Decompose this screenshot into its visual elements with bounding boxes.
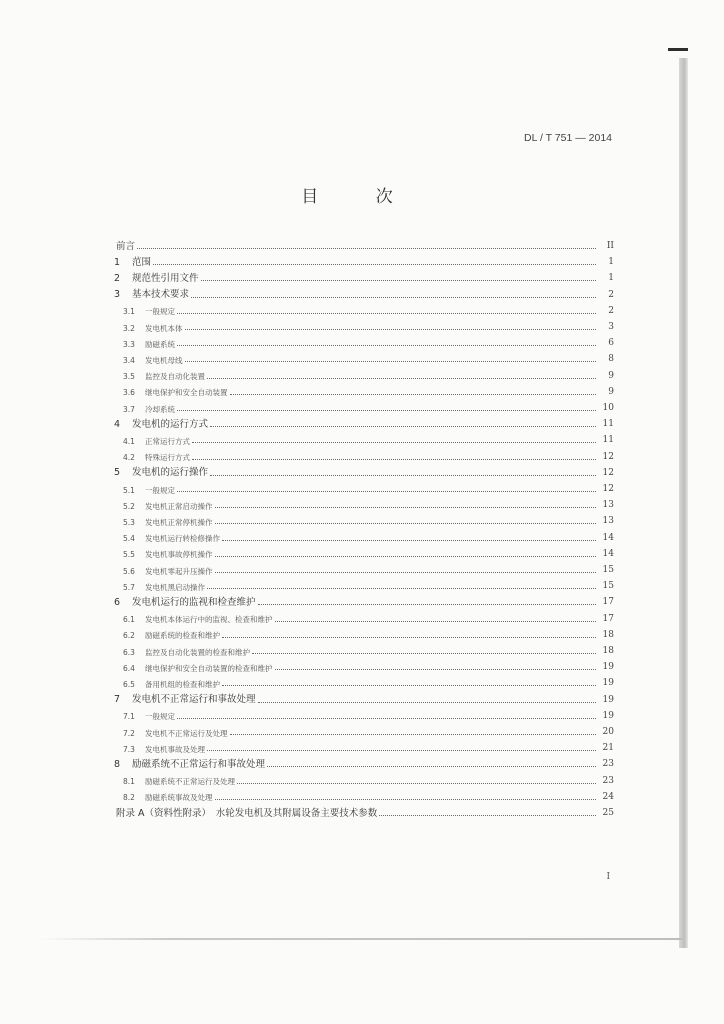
toc-entry-number: 5.1 xyxy=(123,485,135,495)
toc-entry-number: 4 xyxy=(114,418,121,430)
toc-entry-number: 7.1 xyxy=(123,712,135,722)
toc-entry-title: 励磁系统的检查和维护 xyxy=(145,631,220,641)
toc-entry-number: 3.4 xyxy=(123,355,135,365)
toc-dot-leader xyxy=(177,312,596,314)
toc-dot-leader xyxy=(215,555,597,557)
toc-entry-title: 规范性引用文件 xyxy=(132,272,199,284)
toc-entry-title: 发电机母线 xyxy=(145,355,183,365)
toc-entry-page: 13 xyxy=(602,500,614,511)
toc-entry xyxy=(114,754,614,769)
toc-entry xyxy=(114,366,614,381)
toc-entry xyxy=(114,447,614,462)
toc-entry xyxy=(114,738,614,753)
toc-entry-number: 3.2 xyxy=(123,323,135,333)
toc-entry-page: 17 xyxy=(602,613,614,624)
toc-entry xyxy=(114,511,614,526)
toc-entry-title: 励磁系统事故及处理 xyxy=(145,793,213,803)
toc-entry-title: 冷却系统 xyxy=(145,404,175,414)
toc-entry xyxy=(114,706,614,721)
toc-entry-number: 7 xyxy=(114,694,121,706)
toc-dot-leader xyxy=(237,782,596,784)
toc-entry-page: 11 xyxy=(602,419,614,430)
toc-entry xyxy=(114,544,614,559)
toc-entry xyxy=(114,722,614,737)
toc-entry xyxy=(114,236,614,251)
toc-entry-page: 20 xyxy=(602,727,614,737)
toc-entry-page: 3 xyxy=(608,322,614,332)
toc-dot-leader xyxy=(137,247,596,249)
toc-entry-number: 3.5 xyxy=(123,372,135,382)
toc-entry-title: 励磁系统 xyxy=(145,339,175,349)
toc-entry-page: 1 xyxy=(608,257,614,268)
toc-dot-leader xyxy=(222,636,596,638)
toc-entry-number: 5.3 xyxy=(123,517,135,527)
toc-entry-title: 发电机零起升压操作 xyxy=(145,566,213,576)
toc-entry-page: 23 xyxy=(602,775,614,786)
toc-entry-title: 继电保护和安全自动装置 xyxy=(145,388,228,398)
footer-page-number: I xyxy=(606,872,610,882)
toc-entry-number: 3.6 xyxy=(123,388,135,398)
toc-dot-leader xyxy=(207,749,596,751)
toc-entry-page: 18 xyxy=(602,629,614,640)
toc-entry-page: 9 xyxy=(608,370,614,381)
toc-entry xyxy=(114,268,614,283)
toc-entry-page: 6 xyxy=(608,338,614,349)
toc-entry-title: 监控及自动化装置 xyxy=(145,372,205,382)
toc-entry xyxy=(114,398,614,413)
toc-entry-page: 17 xyxy=(602,597,614,608)
toc-entry-title: 发电机正常停机操作 xyxy=(145,517,213,527)
toc-dot-leader xyxy=(215,798,597,800)
toc-entry-page: 25 xyxy=(602,808,614,818)
toc-entry-number: 3.3 xyxy=(123,339,135,349)
toc-dot-leader xyxy=(252,652,596,654)
toc-entry-page: 8 xyxy=(608,354,614,365)
toc-entry-title: 发电机黑启动操作 xyxy=(145,582,205,592)
toc-entry-title: 范围 xyxy=(132,256,152,268)
toc-dot-leader xyxy=(379,814,596,816)
toc-entry xyxy=(114,252,614,267)
toc-dot-leader xyxy=(230,393,597,395)
toc-entry xyxy=(114,301,614,316)
toc-entry-page: 12 xyxy=(602,484,614,494)
toc-entry-page: 19 xyxy=(602,710,614,721)
toc-entry xyxy=(114,787,614,802)
toc-entry xyxy=(114,560,614,575)
toc-dot-leader xyxy=(192,441,596,443)
toc-dot-leader xyxy=(153,263,596,265)
toc-entry-page: 19 xyxy=(602,678,614,689)
toc-entry-title: 前言 xyxy=(116,240,136,252)
toc-dot-leader xyxy=(201,279,596,281)
toc-entry-page: II xyxy=(606,241,614,251)
toc-entry xyxy=(114,657,614,672)
toc-dot-leader xyxy=(207,377,596,379)
toc-entry-page: 10 xyxy=(602,403,614,413)
toc-dot-leader xyxy=(191,296,596,298)
toc-entry-title: 正常运行方式 xyxy=(145,436,190,446)
toc-dot-leader xyxy=(222,684,596,686)
toc-dot-leader xyxy=(192,458,596,460)
toc-dot-leader xyxy=(222,539,596,541)
toc-entry-number: 4.2 xyxy=(123,453,135,463)
toc-dot-leader xyxy=(215,506,597,508)
toc-entry-number: 6.5 xyxy=(123,679,135,689)
toc-entry-page: 12 xyxy=(602,467,614,478)
toc-dot-leader xyxy=(210,425,596,427)
toc-entry-title: 发电机不正常运行和事故处理 xyxy=(132,694,256,706)
toc-dot-leader xyxy=(230,733,597,735)
toc-dot-leader xyxy=(215,522,597,524)
toc-entry-page: 18 xyxy=(602,646,614,656)
toc-entry-title: 发电机的运行操作 xyxy=(132,467,209,479)
toc-entry-number: 6.1 xyxy=(123,615,135,625)
toc-entry xyxy=(114,803,614,818)
toc-entry-page: 21 xyxy=(602,743,614,754)
toc-entry-title: 发电机本体 xyxy=(145,323,183,333)
toc-dot-leader xyxy=(177,717,596,719)
toc-entry-title: 基本技术要求 xyxy=(132,289,190,301)
toc-entry-number: 3.1 xyxy=(123,307,135,317)
toc-entry-page: 2 xyxy=(608,305,614,316)
toc-entry-number: 5.2 xyxy=(123,501,135,511)
toc-entry-title: 励磁系统不正常运行及处理 xyxy=(145,777,235,787)
toc-dot-leader xyxy=(258,701,596,703)
toc-entry-title: 发电机正常启动操作 xyxy=(145,501,213,511)
toc-entry xyxy=(114,576,614,591)
toc-entry-number: 3 xyxy=(114,289,121,301)
toc-entry-title: 附录 A（资料性附录） 水轮发电机及其附属设备主要技术参数 xyxy=(116,807,378,819)
toc-entry-page: 1 xyxy=(608,273,614,284)
toc-dot-leader xyxy=(210,474,596,476)
toc-entry-number: 6.2 xyxy=(123,631,135,641)
toc-entry-number: 2 xyxy=(114,272,121,284)
toc-entry-title: 励磁系统不正常运行和事故处理 xyxy=(132,758,266,770)
toc-entry-number: 6.4 xyxy=(123,663,135,673)
toc-entry-number: 7.3 xyxy=(123,744,135,754)
toc-dot-leader xyxy=(275,620,597,622)
toc-entry-page: 15 xyxy=(602,581,614,592)
toc-entry-page: 11 xyxy=(602,435,614,446)
toc-entry-page: 19 xyxy=(602,694,614,705)
toc-entry xyxy=(114,673,614,688)
toc-entry-page: 23 xyxy=(602,759,614,770)
standard-code: DL / T 751 — 2014 xyxy=(524,132,612,144)
toc-dot-leader xyxy=(207,587,596,589)
toc-entry-title: 继电保护和安全自动装置的检查和维护 xyxy=(145,663,273,673)
toc-entry xyxy=(114,609,614,624)
toc-entry-page: 14 xyxy=(602,548,614,559)
toc-dot-leader xyxy=(215,571,597,573)
toc-entry xyxy=(114,317,614,332)
toc-entry xyxy=(114,592,614,607)
toc-entry xyxy=(114,641,614,656)
toc-entry-title: 发电机事故停机操作 xyxy=(145,550,213,560)
toc-entry-page: 19 xyxy=(602,662,614,673)
toc-dot-leader xyxy=(185,328,597,330)
toc-entry-number: 8.1 xyxy=(123,777,135,787)
toc-dot-leader xyxy=(177,409,596,411)
toc-entry-number: 3.7 xyxy=(123,404,135,414)
scan-edge-mark xyxy=(668,48,688,51)
toc-entry xyxy=(114,479,614,494)
toc-dot-leader xyxy=(258,603,596,605)
toc-entry-title: 发电机运行转检修操作 xyxy=(145,534,220,544)
toc-entry-number: 6 xyxy=(114,596,121,608)
toc-entry-number: 5.6 xyxy=(123,566,135,576)
toc-entry xyxy=(114,382,614,397)
toc-entry-number: 4.1 xyxy=(123,436,135,446)
toc-entry-number: 6.3 xyxy=(123,647,135,657)
scan-right-edge xyxy=(679,58,688,948)
toc-entry-page: 24 xyxy=(602,791,614,802)
toc-dot-leader xyxy=(185,360,597,362)
toc-entry xyxy=(114,285,614,300)
toc-entry-number: 5.7 xyxy=(123,582,135,592)
toc-entry xyxy=(114,333,614,348)
toc-entry-title: 特殊运行方式 xyxy=(145,453,190,463)
toc-entry xyxy=(114,495,614,510)
toc-entry-number: 5.4 xyxy=(123,534,135,544)
toc-entry xyxy=(114,430,614,445)
toc-entry-title: 一般规定 xyxy=(145,712,175,722)
toc-entry-number: 5 xyxy=(114,467,121,479)
scan-bottom-edge xyxy=(40,938,682,940)
toc-entry-title: 发电机不正常运行及处理 xyxy=(145,728,228,738)
toc-entry-title: 备用机组的检查和维护 xyxy=(145,679,220,689)
toc-entry-title: 监控及自动化装置的检查和维护 xyxy=(145,647,250,657)
toc-entry xyxy=(114,349,614,364)
toc-entry-page: 13 xyxy=(602,516,614,527)
toc-entry-page: 14 xyxy=(602,532,614,543)
toc-entry-title: 发电机本体运行中的监视、检查和维护 xyxy=(145,615,273,625)
toc-entry-number: 8 xyxy=(114,758,121,770)
page-title: 目 次 xyxy=(301,187,419,207)
toc-entry-page: 12 xyxy=(602,451,614,462)
toc-entry xyxy=(114,463,614,478)
toc-entry-title: 发电机事故及处理 xyxy=(145,744,205,754)
toc-entry-number: 5.5 xyxy=(123,550,135,560)
toc-entry xyxy=(114,625,614,640)
toc-entry-page: 9 xyxy=(608,386,614,397)
toc-entry xyxy=(114,528,614,543)
toc-entry-number: 1 xyxy=(114,256,121,268)
toc-entry-title: 发电机的运行方式 xyxy=(132,418,209,430)
toc-dot-leader xyxy=(275,668,597,670)
toc-entry-title: 一般规定 xyxy=(145,307,175,317)
toc-entry-title: 发电机运行的监视和检查维护 xyxy=(132,596,256,608)
toc-entry-page: 2 xyxy=(608,289,614,300)
toc-entry-title: 一般规定 xyxy=(145,485,175,495)
toc-entry-page: 15 xyxy=(602,565,614,575)
toc-entry-number: 7.2 xyxy=(123,728,135,738)
toc-entry xyxy=(114,771,614,786)
toc-dot-leader xyxy=(267,765,596,767)
toc-entry-number: 8.2 xyxy=(123,793,135,803)
toc-dot-leader xyxy=(177,344,596,346)
toc-entry xyxy=(114,690,614,705)
toc-entry xyxy=(114,414,614,429)
toc-dot-leader xyxy=(177,490,596,492)
